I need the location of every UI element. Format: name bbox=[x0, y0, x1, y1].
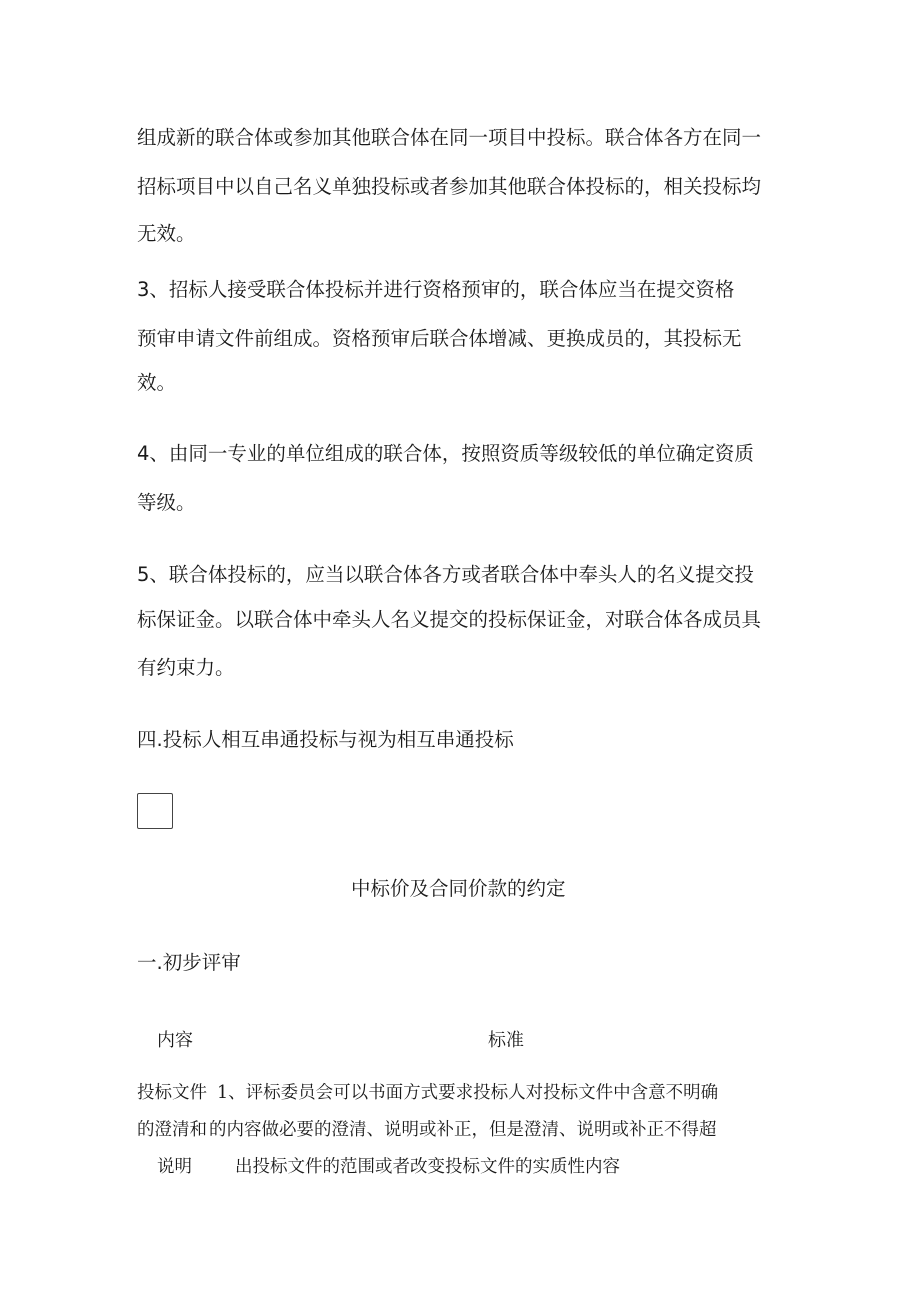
row-label-line: 的澄清和 bbox=[137, 1120, 207, 1140]
section-4-heading: 四.投标人相互串通投标与视为相互串通投标 bbox=[137, 728, 514, 751]
item-5-line: 标保证金。以联合体中牵头人名义提交的投标保证金，对联合体各成员具 bbox=[137, 608, 762, 631]
table-header-standard: 标准 bbox=[488, 1030, 524, 1051]
item-3-line: 预审申请文件前组成。资格预审后联合体增减、更换成员的，其投标无 bbox=[137, 327, 742, 350]
paragraph-line: 无效。 bbox=[137, 222, 196, 245]
section-1-heading: 一.初步评审 bbox=[137, 951, 241, 974]
row-label-line: 投标文件 bbox=[137, 1083, 207, 1103]
paragraph-line: 招标项目中以自己名义单独投标或者参加其他联合体投标的，相关投标均 bbox=[137, 175, 762, 198]
item-4-line: 等级。 bbox=[137, 491, 196, 514]
item-4-line: 4、由同一专业的单位组成的联合体，按照资质等级较低的单位确定资质 bbox=[137, 442, 754, 465]
row-text-line: 的内容做必要的澄清、说明或补正，但是澄清、说明或补正不得超 bbox=[209, 1120, 717, 1140]
center-title: 中标价及合同价款的约定 bbox=[351, 877, 566, 900]
row-text-line: 1、评标委员会可以书面方式要求投标人对投标文件中含意不明确 bbox=[217, 1083, 719, 1103]
item-5-line: 5、联合体投标的，应当以联合体各方或者联合体中奉头人的名义提交投 bbox=[137, 563, 754, 586]
row-text-line: 出投标文件的范围或者改变投标文件的实质性内容 bbox=[235, 1157, 620, 1177]
item-3-line: 3、招标人接受联合体投标并进行资格预审的，联合体应当在提交资格 bbox=[137, 278, 735, 301]
table-header-content: 内容 bbox=[157, 1030, 193, 1051]
row-label-line: 说明 bbox=[157, 1157, 192, 1177]
item-5-line: 有约束力。 bbox=[137, 656, 235, 679]
paragraph-line: 组成新的联合体或参加其他联合体在同一项目中投标。联合体各方在同一 bbox=[137, 126, 762, 149]
empty-checkbox[interactable] bbox=[137, 793, 173, 829]
item-3-line: 效。 bbox=[137, 371, 177, 394]
